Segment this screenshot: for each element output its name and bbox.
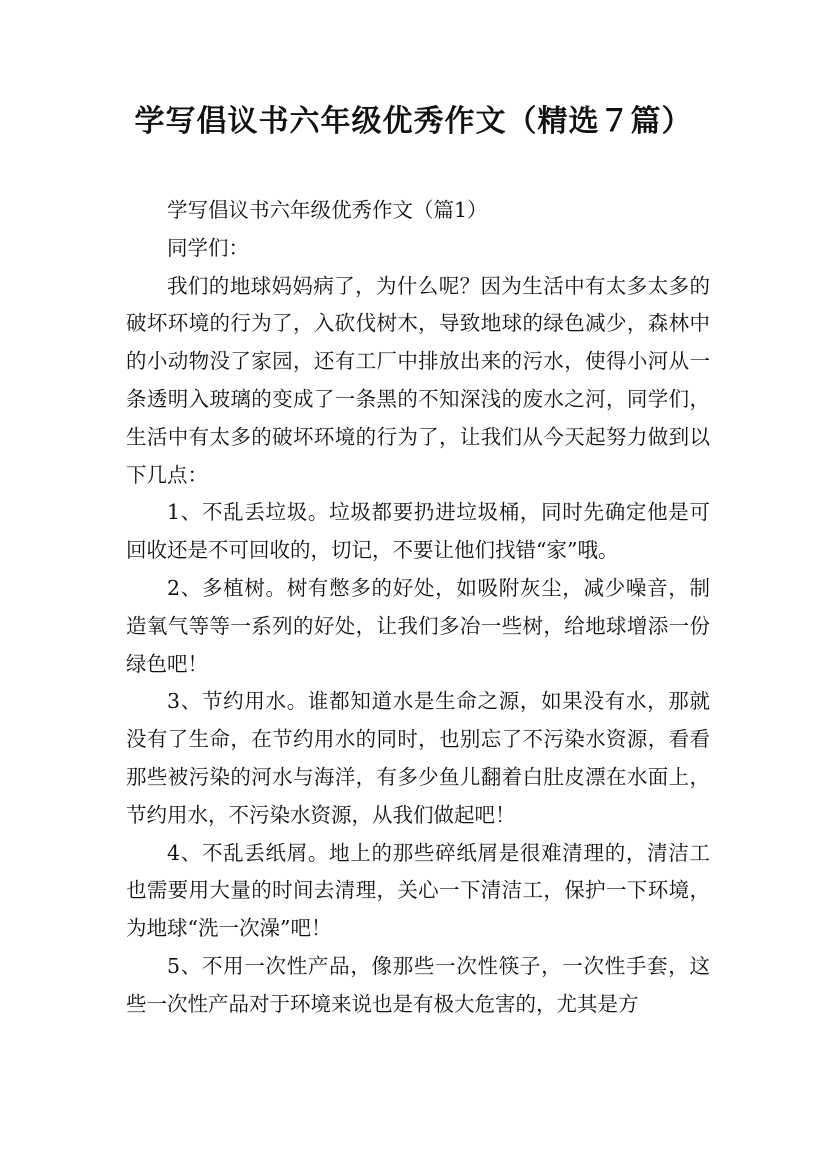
document-title: 学写倡议书六年级优秀作文（精选７篇） xyxy=(134,104,693,139)
document-body xyxy=(126,192,710,1024)
paragraph: 我们的地球妈妈病了，为什么呢？因为生活中有太多太多的破坏环境的行为了，入砍伐树木，导致地球的绿色减少，森林中的小动物没了家园，还有工厂中排放出来的污水，使得小河从一条透明入玻璃的变成了一条黑的不知深浅的废水之河，同学们，生活中有太多的破坏环境的行为了，让我们从今天起努力做到以下几点： xyxy=(126,273,710,487)
paragraph: 5、不用一次性产品，像那些一次性筷子，一次性手套，这些一次性产品对于环境来说也是有极大危害的，尤其是方 xyxy=(126,953,710,1016)
paragraph: 4、不乱丢纸屑。地上的那些碎纸屑是很难清理的，清洁工也需要用大量的时间去清理，关心一下清洁工，保护一下环境，为地球“洗一次澡”吧！ xyxy=(126,840,710,941)
salutation: 同学们： xyxy=(167,235,249,260)
paragraph: 2、多植树。树有憋多的好处，如吸附灰尘，减少噪音，制造氧气等等一系列的好处，让我们多冶一些树，给地球增添一份绿色吧！ xyxy=(126,575,710,676)
section-heading: 学写倡议书六年级优秀作文（篇1） xyxy=(167,198,488,222)
paragraph: 1、不乱丢垃圾。垃圾都要扔进垃圾桶，同时先确定他是可回收还是不可回收的，切记，不要让他们找错“家”哦。 xyxy=(126,500,710,563)
paragraph: 3、节约用水。谁都知道水是生命之源，如果没有水，那就没有了生命，在节约用水的同时，也别忘了不污染水资源，看看那些被污染的河水与海洋，有多少鱼儿翻着白肚皮漂在水面上，节约用水，不污染水资源，从我们做起吧！ xyxy=(126,689,710,827)
